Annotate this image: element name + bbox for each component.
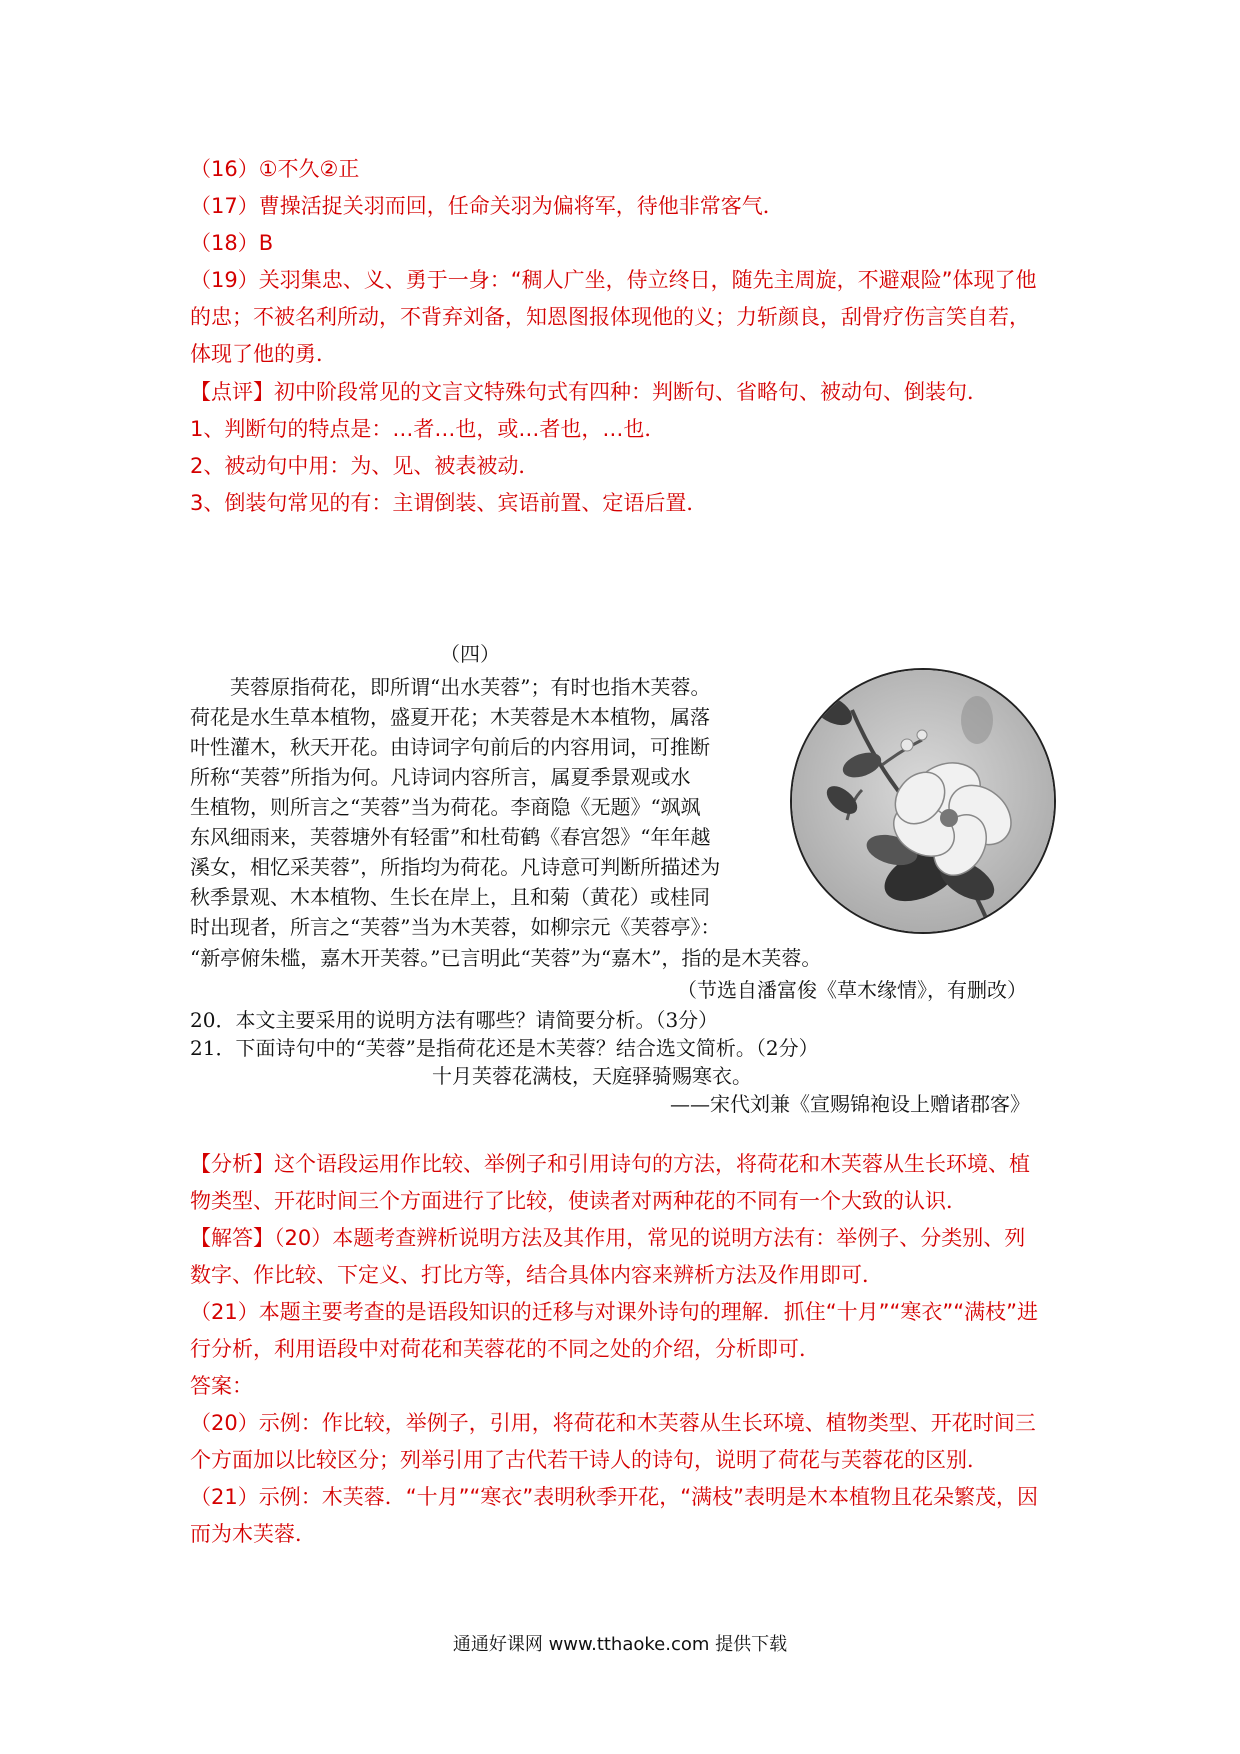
- comment-item-3: 3、倒装句常见的有：主谓倒装、宾语前置、定语后置．: [190, 491, 708, 515]
- comment-item-2: 2、被动句中用：为、见、被表被动．: [190, 454, 540, 478]
- answer-19-line2: 的忠；不被名利所动，不背弃刘备，知恩图报体现他的义；力斩颜良，刮骨疗伤言笑自若，: [190, 305, 1030, 329]
- answer-heading: 答案：: [190, 1374, 253, 1398]
- question-20: 20．本文主要采用的说明方法有哪些？请简要分析。（3分）: [190, 1008, 719, 1032]
- analysis-line2: 物类型、开花时间三个方面进行了比较，使读者对两种花的不同有一个大致的认识．: [190, 1189, 967, 1213]
- passage-line: 生植物，则所言之“芙蓉”当为荷花。李商隐《无题》“飒飒: [190, 795, 701, 819]
- passage-line: 秋季景观、木本植物、生长在岸上，且和菊（黄花）或桂同: [190, 885, 710, 909]
- passage-line: 溪女，相忆采芙蓉”，所指均为荷花。凡诗意可判断所描述为: [190, 855, 721, 879]
- passage: [190, 672, 775, 942]
- passage-line: 时出现者，所言之“芙蓉”当为木芙蓉，如柳宗元《芙蓉亭》：: [190, 915, 721, 939]
- answer-20-line2: 个方面加以比较区分；列举引用了古代若干诗人的诗句，说明了荷花与芙蓉花的区别．: [190, 1448, 988, 1472]
- answer-20-line1: （20）示例：作比较，举例子，引用，将荷花和木芙蓉从生长环境、植物类型、开花时间三: [190, 1411, 1036, 1435]
- answer-19-line3: 体现了他的勇．: [190, 342, 337, 366]
- passage-last-line: “新亭俯朱槛，嘉木开芙蓉。”已言明此“芙蓉”为“嘉木”，指的是木芙蓉。: [190, 946, 822, 970]
- answer-19-line1: （19）关羽集忠、义、勇于一身：“稠人广坐，侍立终日，随先主周旋，不避艰险”体现了他: [190, 268, 1037, 292]
- passage-line: 所称“芙蓉”所指为何。凡诗词内容所言，属夏季景观或水: [190, 765, 691, 789]
- answer-17: （17）曹操活捉关羽而回，任命关羽为偏将军，待他非常客气．: [190, 194, 784, 218]
- poem-line: 十月芙蓉花满枝，天庭驿骑赐寒衣。: [432, 1064, 752, 1088]
- comment-heading: 【点评】初中阶段常见的文言文特殊句式有四种：判断句、省略句、被动句、倒装句．: [190, 380, 988, 404]
- passage-line: 东风细雨来，芙蓉塘外有轻雷”和杜荀鹤《春宫怨》“年年越: [190, 825, 711, 849]
- footer-credit: 通通好课网 www.tthaoke.com 提供下载: [452, 1634, 788, 1655]
- solution-line3: （21）本题主要考查的是语段知识的迁移与对课外诗句的理解．抓住“十月”“寒衣”“满枝”进: [190, 1300, 1038, 1324]
- answer-21-line1: （21）示例：木芙蓉．“十月”“寒衣”表明秋季开花，“满枝”表明是木本植物且花朵繁茂，因: [190, 1485, 1038, 1509]
- answer-16: （16）①不久②正: [190, 157, 360, 181]
- solution-line1: 【解答】（20）本题考查辨析说明方法及其作用，常见的说明方法有：举例子、分类别、列: [190, 1226, 1026, 1250]
- source-citation: （节选自潘富俊《草木缘情》，有删改）: [677, 978, 1027, 1002]
- analysis-line1: 【分析】这个语段运用作比较、举例子和引用诗句的方法，将荷花和木芙蓉从生长环境、植: [190, 1152, 1030, 1176]
- flower-painting-image: [790, 668, 1056, 934]
- passage-line: 叶性灌木，秋天开花。由诗词字句前后的内容用词，可推断: [190, 735, 710, 759]
- answer-18: （18）B: [190, 231, 274, 255]
- poem-source: ——宋代刘兼《宣赐锦袍设上赠诸郡客》: [670, 1092, 1030, 1116]
- solution-line2: 数字、作比较、下定义、打比方等，结合具体内容来辨析方法及作用即可．: [190, 1263, 883, 1287]
- solution-line4: 行分析，利用语段中对荷花和芙蓉花的不同之处的介绍，分析即可．: [190, 1337, 820, 1361]
- passage-line: 芙蓉原指荷花，即所谓“出水芙蓉”；有时也指木芙蓉。: [190, 675, 711, 699]
- answer-21-line2: 而为木芙蓉．: [190, 1522, 316, 1546]
- comment-item-1: 1、判断句的特点是：…者…也，或…者也，…也．: [190, 417, 666, 441]
- question-21: 21．下面诗句中的“芙蓉”是指荷花还是木芙蓉？结合选文简析。（2分）: [190, 1036, 819, 1060]
- passage-line: 荷花是水生草本植物，盛夏开花；木芙蓉是木本植物，属落: [190, 705, 710, 729]
- section-title: （四）: [440, 642, 500, 666]
